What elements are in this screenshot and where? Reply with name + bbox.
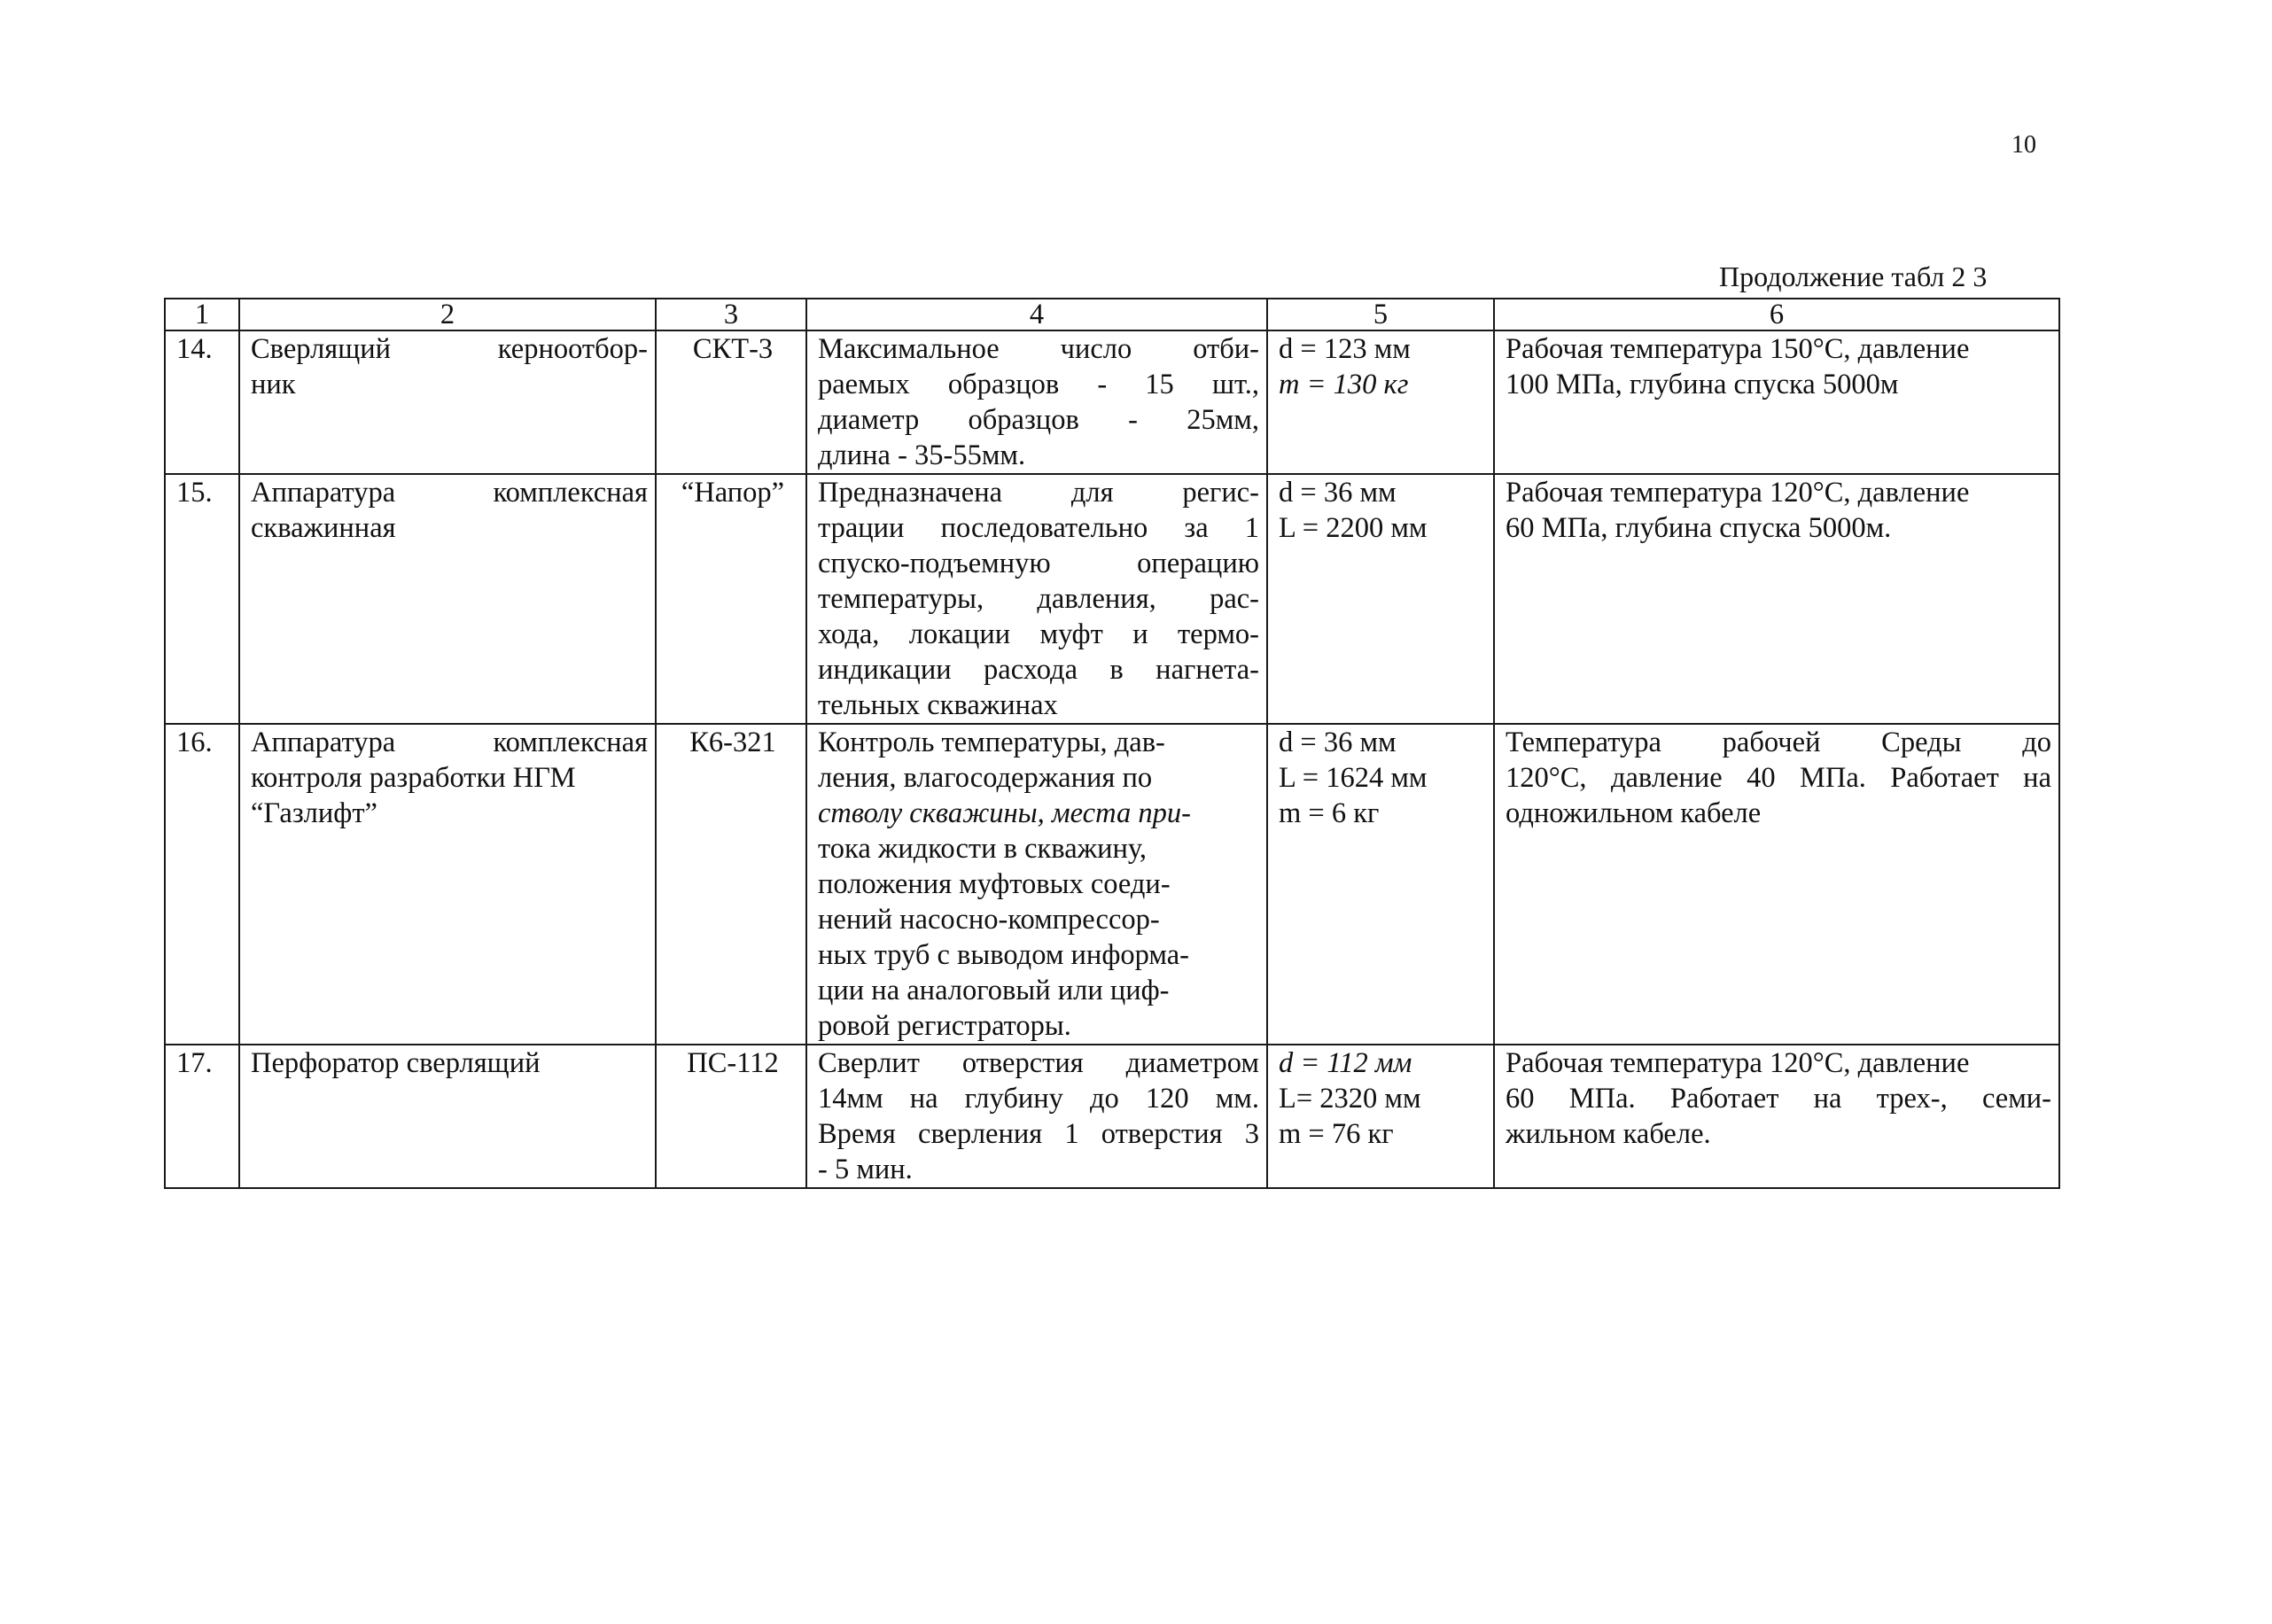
cell-line: скважинная [251,512,396,544]
cell-line: m = 130 кг [1279,369,1409,400]
row-number: 15. [165,474,239,724]
cell-line: d = 112 мм [1279,1047,1412,1079]
cell-line: ления, влагосодержания по [818,762,1153,794]
cell-line: 14мм на глубину до 120 мм. [818,1083,1259,1115]
cell-line: раемых образцов - 15 шт., [818,369,1259,400]
cell-line: Аппаратура комплексная [251,727,648,758]
cell-line: ровой регистраторы. [818,1010,1071,1042]
cell-line: “Газлифт” [251,797,377,829]
cell-line: Рабочая температура 120°С, давление [1506,477,1970,509]
page-number: 10 [2011,131,2036,159]
description-cell [806,330,1267,474]
column-header: 2 [239,299,656,330]
equipment-name-cell [239,474,656,724]
cell-line: Сверлит отверстия диаметром [818,1047,1259,1079]
cell-line: тельных скважинах [818,689,1058,721]
cell-line: длина - 35-55мм. [818,439,1026,471]
equipment-name-cell [239,724,656,1045]
description-cell [806,724,1267,1045]
table-row [165,1045,2059,1188]
cell-line: Сверлящий керноотбор- [251,333,648,365]
cell-line: положения муфтовых соеди- [818,868,1171,900]
cell-line: d = 36 мм [1279,727,1397,758]
cell-line: Аппаратура комплексная [251,477,648,509]
cell-line: Контроль температуры, дав- [818,727,1165,758]
cell-line: 100 МПа, глубина спуска 5000м [1506,369,1899,400]
column-header: 6 [1494,299,2059,330]
cell-line: диаметр образцов - 25мм, [818,404,1259,436]
table-row [165,330,2059,474]
cell-line: нений насосно-компрессор- [818,904,1160,936]
row-number: 17. [165,1045,239,1188]
cell-line: d = 123 мм [1279,333,1411,365]
table-caption: Продолжение табл 2 3 [1719,260,1988,292]
column-header: 4 [806,299,1267,330]
equipment-table [164,298,2060,1189]
cell-line: Максимальное число отби- [818,333,1259,365]
conditions-cell [1494,1045,2059,1188]
cell-line: Температура рабочей Среды до [1506,727,2051,758]
row-number: 16. [165,724,239,1045]
equipment-name-cell [239,330,656,474]
cell-line: Время сверления 1 отверстия 3 [818,1118,1259,1150]
column-header: 1 [165,299,239,330]
cell-line: m = 6 кг [1279,797,1380,829]
cell-line: 120°С, давление 40 МПа. Работает на [1506,762,2051,794]
column-header: 5 [1267,299,1494,330]
cell-line: d = 36 мм [1279,477,1397,509]
cell-line: хода, локации муфт и термо- [818,618,1259,650]
cell-line: спуско-подъемную операцию [818,548,1259,579]
column-header: 3 [656,299,806,330]
cell-line: 60 МПа, глубина спуска 5000м. [1506,512,1892,544]
description-cell [806,474,1267,724]
cell-line: стволу скважины, места при- [818,797,1191,829]
row-number: 14. [165,330,239,474]
cell-line: Предназначена для регис- [818,477,1259,509]
cell-line: - 5 мин. [818,1154,913,1185]
cell-line: одножильном кабеле [1506,797,1762,829]
cell-line: тока жидкости в скважину, [818,833,1147,865]
equipment-type-cell: “Напор” [656,474,806,724]
cell-line: контроля разработки НГМ [251,762,576,794]
table-header-row [165,299,2059,330]
description-cell [806,1045,1267,1188]
conditions-cell [1494,330,2059,474]
conditions-cell [1494,474,2059,724]
cell-line: ных труб с выводом информа- [818,939,1189,971]
cell-line: L = 2200 мм [1279,512,1428,544]
cell-line: ции на аналоговый или циф- [818,975,1170,1006]
cell-line: индикации расхода в нагнета- [818,654,1259,686]
cell-line: температуры, давления, рас- [818,583,1259,615]
dimensions-cell [1267,474,1494,724]
cell-line: ник [251,369,296,400]
dimensions-cell [1267,330,1494,474]
cell-line: Рабочая температура 120°С, давление [1506,1047,1970,1079]
cell-line: трации последовательно за 1 [818,512,1259,544]
equipment-type-cell: ПС-112 [656,1045,806,1188]
equipment-name-cell [239,1045,656,1188]
equipment-type-cell: СКТ-3 [656,330,806,474]
cell-line: L= 2320 мм [1279,1083,1421,1115]
table-row [165,724,2059,1045]
cell-line: m = 76 кг [1279,1118,1394,1150]
cell-line: Перфоратор сверлящий [251,1047,541,1079]
cell-line: Рабочая температура 150°С, давление [1506,333,1970,365]
dimensions-cell [1267,1045,1494,1188]
cell-line: L = 1624 мм [1279,762,1428,794]
conditions-cell [1494,724,2059,1045]
equipment-type-cell: К6-321 [656,724,806,1045]
table-row [165,474,2059,724]
cell-line: 60 МПа. Работает на трех-, семи- [1506,1083,2051,1115]
dimensions-cell [1267,724,1494,1045]
cell-line: жильном кабеле. [1506,1118,1711,1150]
